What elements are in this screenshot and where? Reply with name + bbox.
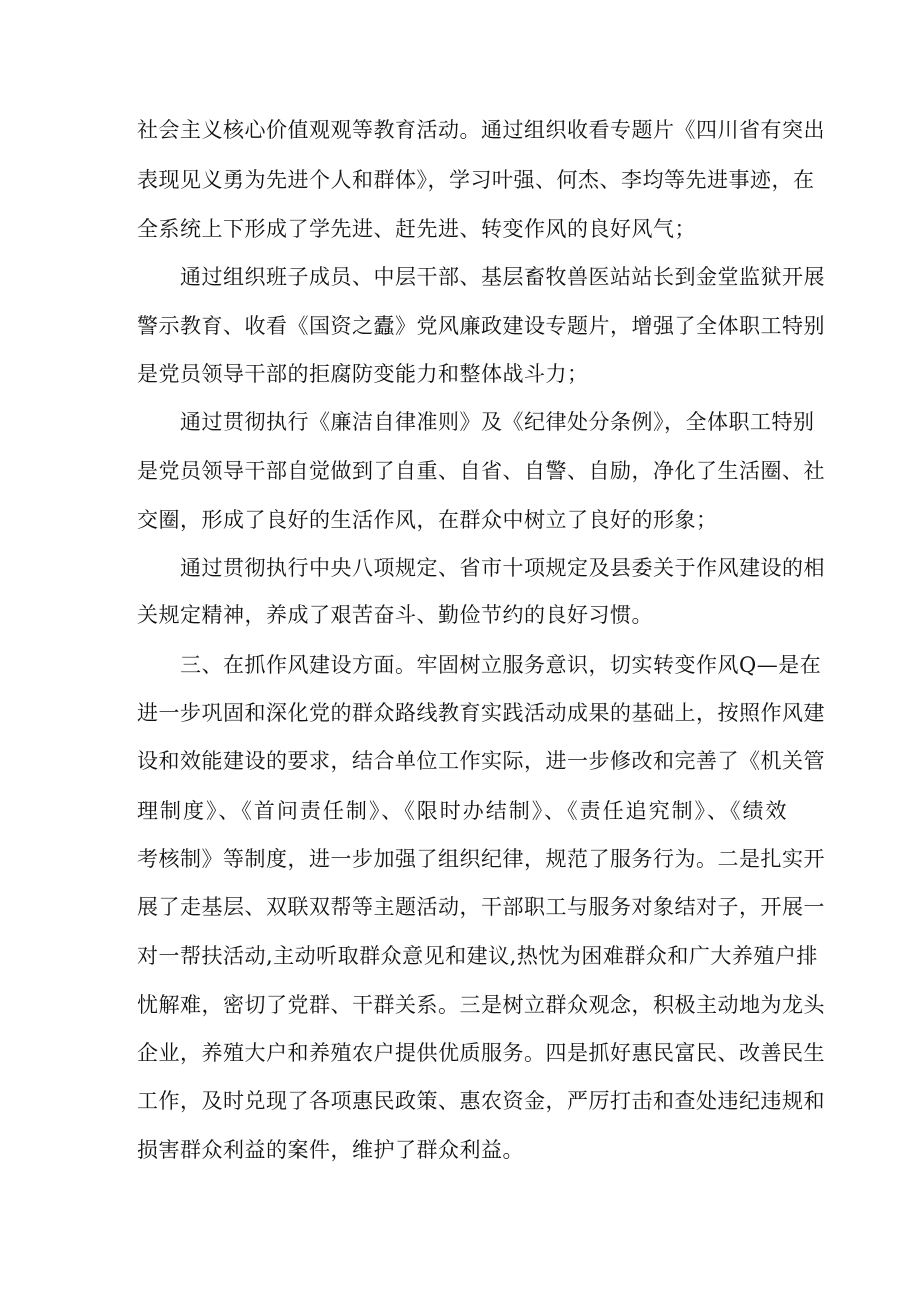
text-line: 损害群众利益的案件，维护了群众利益。 (137, 1138, 524, 1162)
text-line: 表现见义勇为先进个人和群体》，学习叶强、何杰、李均等先进事迹，在 (137, 168, 815, 192)
text-line: 关规定精神，养成了艰苦奋斗、勤俭节约的良好习惯。 (137, 603, 653, 627)
text-line: 企业，养殖大户和养殖农户提供优质服务。四是抓好惠民富民、改善民生 (137, 1041, 825, 1065)
text-line: 设和效能建设的要求，结合单位工作实际，进一步修改和完善了《机关管 (137, 749, 825, 773)
text-line: 通过贯彻执行中央八项规定、省市十项规定及县委关于作风建设的相 (180, 556, 825, 580)
text-line: 工作，及时兑现了各项惠民政策、惠农资金，严厉打击和查处违纪违规和 (137, 1089, 825, 1113)
text-line: 对一帮扶活动,主动听取群众意见和建议,热忱为困难群众和广大养殖户排 (137, 944, 818, 968)
text-line: 通过贯彻执行《廉洁自律准则》及《纪律处分条例》，全体职工特别 (180, 410, 815, 434)
text-line: 理制度》、《首问责任制》、《限时办结制》、《责任追究制》、《绩效 (137, 799, 787, 823)
text-line: 通过组织班子成员、中层干部、基层畜牧兽医站站长到金堂监狱开展 (180, 265, 825, 289)
text-line: 全系统上下形成了学先进、赶先进、转变作风的良好风气； (137, 217, 696, 241)
text-line: 是党员领导干部自觉做到了自重、自省、自警、自励，净化了生活圈、社 (137, 459, 825, 483)
text-line: 是党员领导干部的拒腐防变能力和整体战斗力； (137, 362, 589, 386)
text-line: 展了走基层、双联双帮等主题活动，干部职工与服务对象结对子，开展一 (137, 895, 825, 919)
text-line: 三、在抓作风建设方面。牢固树立服务意识，切实转变作风Q—是在 (180, 653, 822, 677)
text-line: 考核制》等制度，进一步加强了组织纪律，规范了服务行为。二是扎实开 (137, 847, 825, 871)
text-line: 警示教育、收看《国资之蠹》党风廉政建设专题片，增强了全体职工特别 (137, 314, 825, 338)
text-line: 进一步巩固和深化党的群众路线教育实践活动成果的基础上，按照作风建 (137, 701, 825, 725)
text-line: 社会主义核心价值观观等教育活动。通过组织收看专题片《四川省有突出 (137, 118, 825, 142)
text-line: 忧解难，密切了党群、干群关系。三是树立群众观念，积极主动地为龙头 (137, 993, 825, 1017)
text-line: 交圈，形成了良好的生活作风，在群众中树立了良好的形象； (137, 508, 718, 532)
